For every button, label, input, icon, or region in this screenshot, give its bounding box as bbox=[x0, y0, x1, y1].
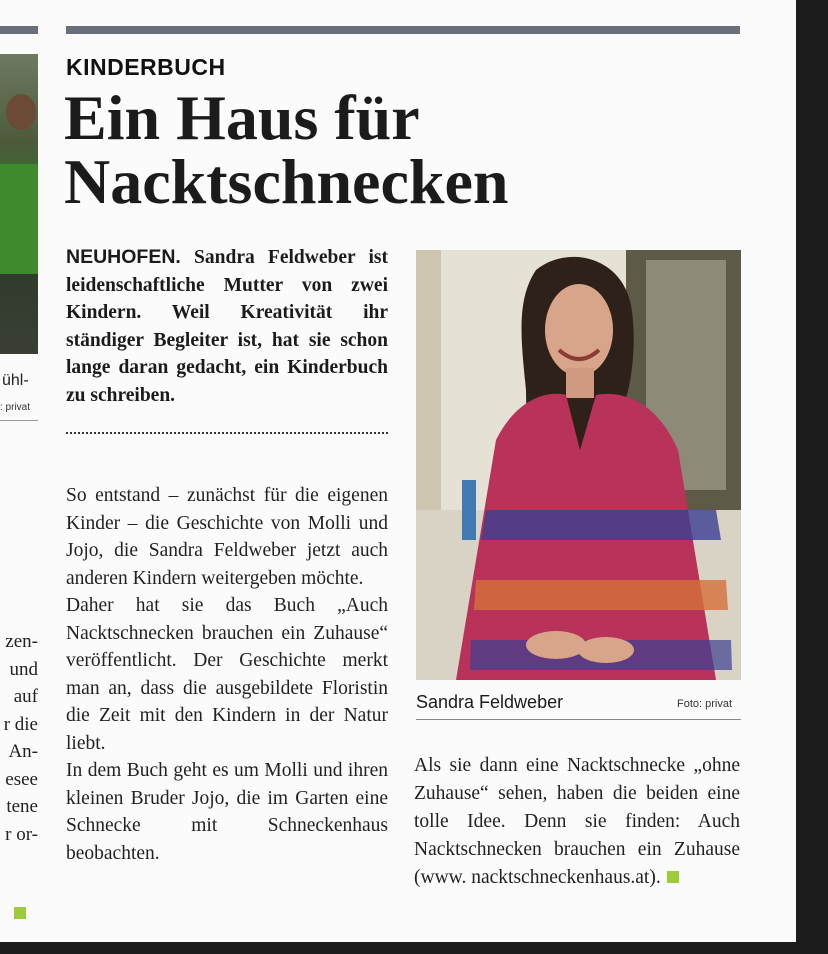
left-text-line: r die bbox=[3, 713, 38, 735]
body-paragraph: So entstand – zunächst für die eigenen Kinder – die Geschichte von Molli und Jojo, die Sandra Feldweber jetzt auch anderen Kindern weitergeben möchte. bbox=[66, 485, 388, 589]
article-top-rule bbox=[66, 26, 740, 34]
lead-dotted-rule bbox=[66, 432, 388, 434]
headline-line-1: Ein Haus für bbox=[64, 82, 420, 153]
left-text-line: r or- bbox=[5, 823, 38, 845]
left-column-credit: : privat bbox=[0, 402, 31, 413]
photo-caption: Sandra Feldweber bbox=[416, 692, 564, 712]
left-text-line: esee bbox=[5, 768, 38, 790]
end-of-article-mark bbox=[667, 871, 679, 883]
article-headline bbox=[64, 82, 509, 217]
left-text-line: tene bbox=[6, 796, 38, 817]
left-text-line: zen- bbox=[5, 631, 38, 652]
closing-paragraph-text: Als sie dann eine Nacktschnecke „ohne Zuhause“ sehen, haben die beiden eine tolle Idee. Denn sie finden: Auch Nacktschnecken brauchen ein Zuhause (www. nacktschneckenhaus.at). bbox=[414, 755, 740, 888]
article-lead bbox=[66, 244, 388, 409]
article-body-column-1 bbox=[66, 482, 388, 867]
lead-text: Sandra Feldweber ist leidenschaftliche Mutter von zwei Kindern. Weil Kreativität ihr ständiger Begleiter ist, hat sie schon lange daran gedacht, ein Kinderbuch zu schreiben. bbox=[66, 247, 389, 406]
photo-credit: Foto: privat bbox=[677, 698, 733, 710]
lead-dateline: NEUHOFEN. bbox=[66, 246, 181, 268]
left-column-end-mark bbox=[14, 907, 26, 919]
left-column-caption: ühl- bbox=[2, 372, 29, 389]
caption-rule bbox=[416, 719, 741, 720]
left-column-rule bbox=[0, 26, 38, 34]
left-column-photo bbox=[0, 54, 38, 354]
body-paragraph: In dem Buch geht es um Molli und ihren kleinen Bruder Jojo, die im Garten eine Schnecke mit Schneckenhaus beobachten. bbox=[66, 760, 388, 864]
left-text-line: und bbox=[9, 658, 38, 680]
body-paragraph bbox=[414, 752, 740, 892]
headline-line-2: Nacktschnecken bbox=[64, 146, 509, 217]
left-column-text bbox=[4, 628, 38, 848]
left-text-line: An- bbox=[8, 741, 38, 762]
body-paragraph: Daher hat sie das Buch „Auch Nacktschnecken brauchen ein Zuhause“ veröffentlicht. Der Geschichte merkt man an, dass die ausgebildete Floristin die Zeit mit den Kindern in der Natur liebt. bbox=[66, 595, 388, 754]
article-body-column-2 bbox=[414, 752, 740, 892]
left-text-line: auf bbox=[13, 686, 38, 707]
portrait-photo bbox=[416, 250, 741, 680]
left-column-caption-rule bbox=[0, 420, 38, 421]
article-kicker: KINDERBUCH bbox=[66, 54, 226, 80]
